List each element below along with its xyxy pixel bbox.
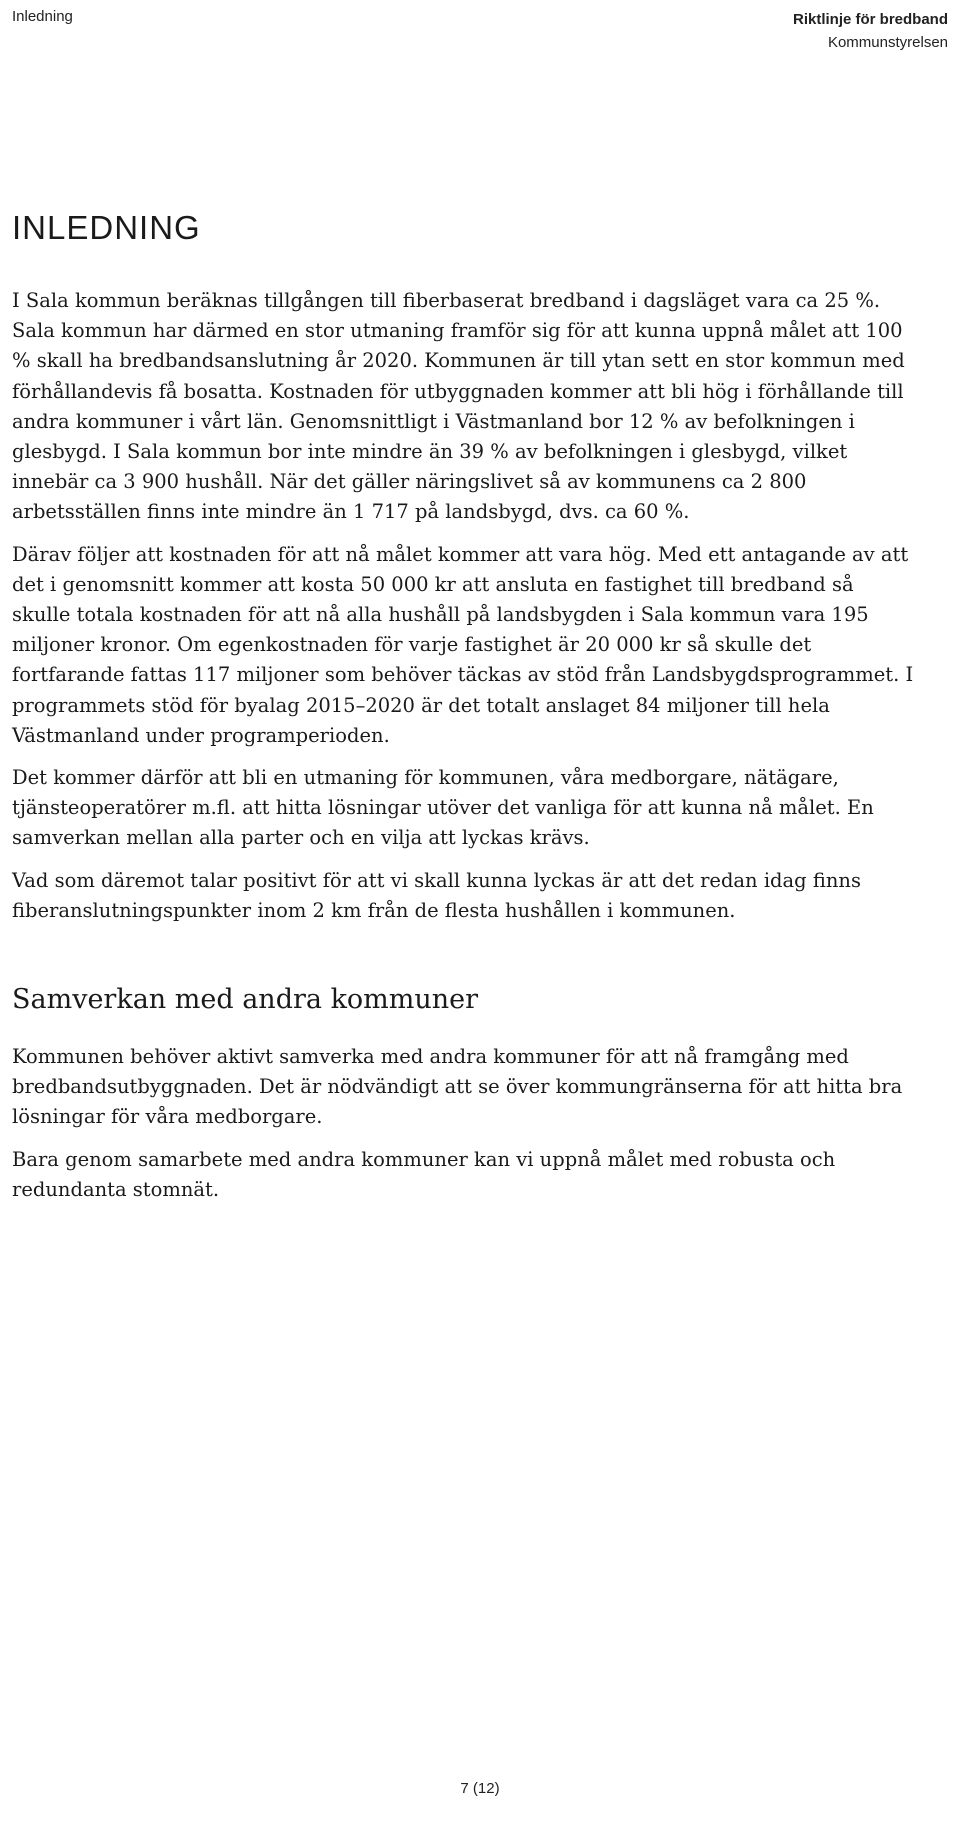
paragraph: I Sala kommun beräknas tillgången till fiberbaserat bredband i dagsläget vara ca 25 %. Sala kommun har därmed en stor utmaning framför sig för att kunna uppnå målet att 100 % skall ha bredbandsanslutning år 2020. Kommunen är till ytan sett en stor kommun med förhållandevis få bosatta. Kostnaden för utbyggnaden kommer att bli hög i förhållande till andra kommuner i vårt län. Genomsnittligt i Västmanland bor 12 % av befolkningen i glesbygd. I Sala kommun bor inte mindre än 39 % av befolkningen i glesbygd, vilket innebär ca 3 900 hushåll. När det gäller näringslivet så av kommunens ca 2 800 arbetsställen finns inte mindre än 1 717 på landsbygd, dvs. ca 60 %. (12, 289, 905, 524)
paragraph: Vad som däremot talar positivt för att vi skall kunna lyckas är att det redan idag finns fiberanslutningspunkter inom 2 km från de flesta hushållen i kommunen. (12, 868, 861, 922)
page-number: 7 (12) (460, 1780, 500, 1797)
header-doc-title: Riktlinje för bredband (792, 11, 948, 28)
header-doc-info (793, 8, 948, 54)
page-heading: INLEDNING (12, 209, 201, 246)
paragraph: Det kommer därför att bli en utmaning för kommunen, våra medborgare, nätägare, tjänsteoperatörer m.fl. att hitta lösningar utöver det vanliga för att kunna nå målet. En samverkan mellan alla parter och en vilja att lyckas krävs. (12, 766, 874, 850)
paragraph: Bara genom samarbete med andra kommuner kan vi uppnå målet med robusta och redundanta stomnät. (12, 1147, 836, 1201)
document-body (12, 208, 917, 1217)
paragraph: Därav följer att kostnaden för att nå målet kommer att vara hög. Med ett antagande av att det i genomsnitt kommer att kosta 50 000 kr att ansluta en fastighet till bredband så skulle totala kostnaden för att nå alla hushåll på landsbygden i Sala kommun vara 195 miljoner kronor. Om egenkostnaden för varje fastighet är 20 000 kr så skulle det fortfarande fattas 117 miljoner som behöver täckas av stöd från Landsbygdsprogrammet. I programmets stöd för byalag 2015–2020 är det totalt anslaget 84 miljoner till hela Västmanland under programperioden. (12, 542, 914, 747)
header-organization: Kommunstyrelsen (827, 34, 948, 51)
paragraph: Kommunen behöver aktivt samverka med andra kommuner för att nå framgång med bredbandsutbyggnaden. Det är nödvändigt att se över kommungränserna för att hitta bra lösningar för våra medborgare. (12, 1045, 903, 1129)
section-subheading: Samverkan med andra kommuner (12, 984, 479, 1016)
header-section-label: Inledning (12, 8, 73, 25)
